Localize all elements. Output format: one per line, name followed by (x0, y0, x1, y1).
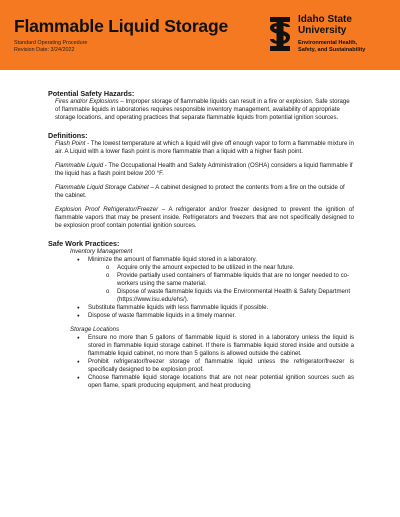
header-banner (0, 0, 400, 70)
definition-text: – A cabinet designed to protect the contents from a fire on the outside of the cabinet. (55, 184, 345, 199)
list-subitem: o Dispose of waste flammable liquids via the Environmental Health & Safety Department (https://www.isu.edu/ehs/). (48, 288, 354, 304)
definition-text: - The Occupational Health and Safety Administration (OSHA) considers a liquid flammable if the liquid has a flash point below 200 °F. (55, 162, 353, 177)
definition-text: - The lowest temperature at which a liquid will give off enough vapor to form a flammable mixture in air. A Liquid with a lower flash point is more flammable than a liquid with a higher flash point. (55, 140, 354, 155)
definition-flash-point (55, 140, 354, 156)
inventory-list (48, 256, 354, 320)
university-name-line2: University (298, 25, 347, 36)
definition-term: Flammable Liquid (55, 162, 104, 169)
list-item: ● Choose flammable liquid storage locations that are not near potential ignition sources such as open flame, spark producing equipment, and heat producing (48, 374, 354, 390)
definition-flammable-liquid (55, 162, 354, 178)
isu-logo-icon (267, 16, 293, 52)
revision-date: Revision Date: 3/24/2022 (14, 47, 75, 53)
definition-text: – A refrigerator and/or freezer designed to prevent the ignition of flammable vapors that may be present inside. Refrigerators and freezers that are not specifically designed to be explosion proof contain potential ignition sources. (55, 206, 354, 229)
hazards-heading: Potential Safety Hazards: (48, 89, 135, 98)
list-item: ● Prohibit refrigerator/freezer storage of flammable liquid unless the refrigerator/freezer is specifically designed to be explosion proof. (48, 358, 354, 374)
document-title: Flammable Liquid Storage (14, 16, 228, 36)
definition-term: Flash Point (55, 140, 86, 147)
storage-list (48, 334, 354, 390)
list-item: ● Ensure no more than 5 gallons of flammable liquid is stored in a laboratory unless the liquid is stored in flammable liquid storage cabinet. If there is flammable liquid stored inside and outside a flammable liquid cabinet, no more than 5 gallons is allowed outside the cabinet. (48, 334, 354, 358)
university-name-line1: Idaho State (298, 14, 352, 25)
definition-explosion-proof (55, 206, 354, 230)
list-subitem: o Acquire only the amount expected to be utilized in the near future. (48, 264, 354, 272)
definitions-heading: Definitions: (48, 131, 88, 140)
hazards-paragraph (55, 98, 354, 122)
list-item: ● Substitute flammable liquids with less flammable liquids if possible. (48, 304, 354, 312)
definition-term: Explosion Proof Refrigerator/Freezer (55, 206, 159, 213)
hazards-lead: Fires and/or Explosions (55, 98, 119, 105)
department-line1: Environmental Health, (298, 40, 358, 46)
list-subitem: o Provide partially used containers of flammable liquids that are no longer needed to co-workers using the same material. (48, 272, 354, 288)
inventory-subheading: Inventory Management (70, 248, 133, 255)
practices-heading: Safe Work Practices: (48, 239, 120, 248)
document-type: Standard Operating Procedure (14, 40, 88, 46)
definition-storage-cabinet (55, 184, 354, 200)
document-body (48, 89, 354, 390)
definition-term: Flammable Liquid Storage Cabinet (55, 184, 149, 191)
list-item: ● Dispose of waste flammable liquids in a timely manner. (48, 312, 354, 320)
hazards-text: – Improper storage of flammable liquids can result in a fire or explosion. Safe storage of flammable liquids in laboratories requires responsible inventory management, availability of appropriate storage locations, and operating practices that separate flammable liquids from potential ignition sources. (55, 98, 350, 121)
list-item: ● Minimize the amount of flammable liquid stored in a laboratory. (48, 256, 354, 264)
storage-subheading: Storage Locations (70, 326, 120, 333)
department-line2: Safety, and Sustainability (298, 47, 366, 53)
